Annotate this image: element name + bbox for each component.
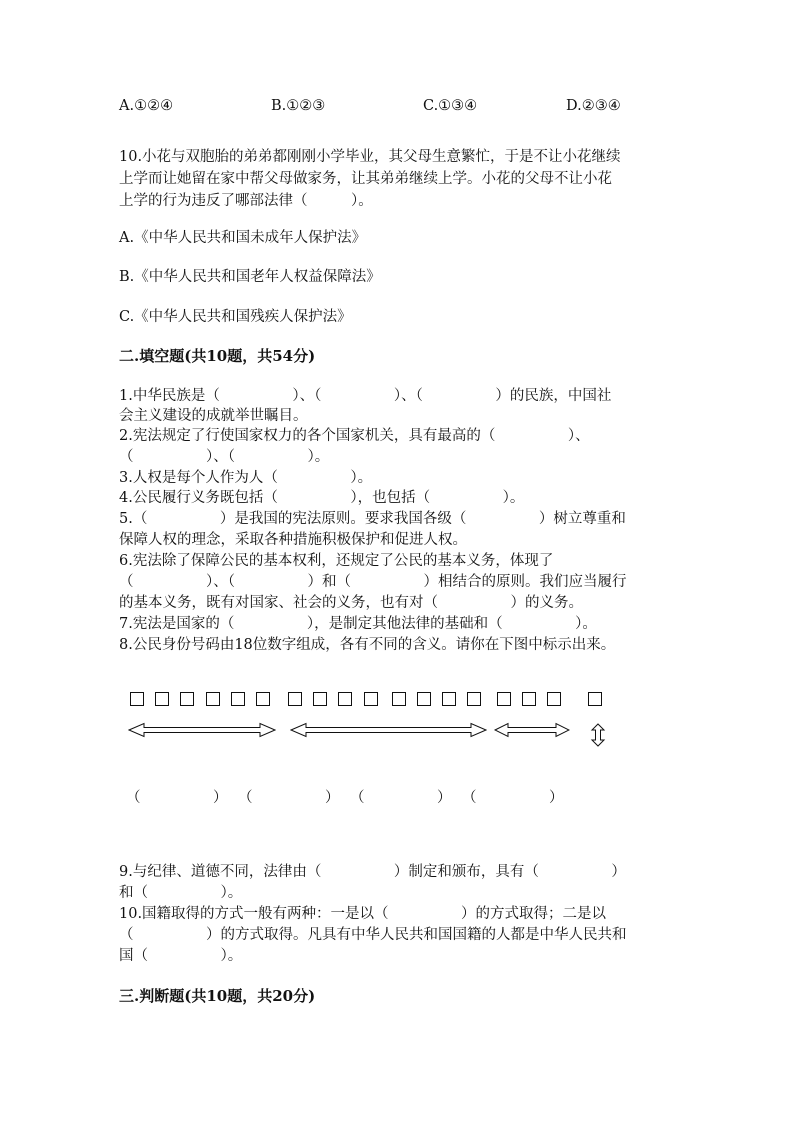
id-digit-box bbox=[467, 692, 481, 706]
double-arrow-icon bbox=[290, 722, 487, 738]
id-digit-box bbox=[256, 692, 270, 706]
id-digit-box bbox=[417, 692, 431, 706]
id-digit-box bbox=[547, 692, 561, 706]
q10-stem-line-2: 上学而让她留在家中帮父母做家务，让其弟弟继续上学。小花的父母不让小花 bbox=[119, 171, 612, 187]
id-digit-box bbox=[313, 692, 327, 706]
q10-option-a: A.《中华人民共和国未成年人保护法》 bbox=[119, 230, 367, 246]
q10-stem-line-3: 上学的行为违反了哪部法律（ ）。 bbox=[119, 193, 373, 209]
double-arrow-icon bbox=[494, 722, 570, 738]
fill-line-10: （ ）、（ ）和（ ）相结合的原则。我们应当履行 bbox=[119, 574, 627, 590]
id-digit-box bbox=[364, 692, 378, 706]
fill-line-2: 会主义建设的成就举世瞩目。 bbox=[119, 408, 308, 424]
id-blank-4: （ ） bbox=[462, 790, 564, 806]
section-3-title: 三.判断题(共10题，共20分) bbox=[119, 987, 316, 1005]
id-digit-box bbox=[497, 692, 511, 706]
q10-option-c: C.《中华人民共和国残疾人保护法》 bbox=[119, 309, 352, 325]
fill-line-18: 国（ ）。 bbox=[119, 948, 243, 964]
fill-line-5: 3.人权是每个人作为人（ ）。 bbox=[119, 470, 373, 486]
id-blank-2: （ ） bbox=[238, 790, 340, 806]
q10-option-b: B.《中华人民共和国老年人权益保障法》 bbox=[119, 269, 381, 285]
double-arrow-icon bbox=[128, 722, 276, 738]
q9-option-a: A.①②④ bbox=[119, 98, 174, 114]
fill-line-3: 2.宪法规定了行使国家权力的各个国家机关，具有最高的（ ）、 bbox=[119, 428, 590, 444]
fill-line-9: 6.宪法除了保障公民的基本权利，还规定了公民的基本义务，体现了 bbox=[119, 553, 554, 569]
fill-line-14: 9.与纪律、道德不同，法律由（ ）制定和颁布，具有（ ） bbox=[119, 864, 626, 880]
q9-option-c: C.①③④ bbox=[423, 98, 478, 114]
up-down-arrow-icon bbox=[590, 723, 606, 747]
fill-line-15: 和（ ）。 bbox=[119, 885, 243, 901]
fill-line-6: 4.公民履行义务既包括（ ），也包括（ ）。 bbox=[119, 490, 525, 506]
id-digit-box bbox=[130, 692, 144, 706]
id-digit-box bbox=[155, 692, 169, 706]
fill-line-16: 10.国籍取得的方式一般有两种：一是以（ ）的方式取得；二是以 bbox=[119, 906, 607, 922]
id-blank-1: （ ） bbox=[126, 790, 228, 806]
q10-stem-line-1: 10.小花与双胞胎的弟弟都刚刚小学毕业，其父母生意繁忙，于是不让小花继续 bbox=[119, 149, 621, 165]
q9-option-b: B.①②③ bbox=[271, 98, 326, 114]
fill-line-17: （ ）的方式取得。凡具有中华人民共和国国籍的人都是中华人民共和 bbox=[119, 927, 627, 943]
fill-line-4: （ ）、（ ）。 bbox=[119, 449, 330, 465]
q9-option-d: D.②③④ bbox=[566, 98, 621, 114]
id-digit-box bbox=[180, 692, 194, 706]
id-digit-box bbox=[288, 692, 302, 706]
id-digit-box bbox=[392, 692, 406, 706]
fill-line-12: 7.宪法是国家的（ ），是制定其他法律的基础和（ ）。 bbox=[119, 616, 597, 632]
id-digit-box bbox=[231, 692, 245, 706]
fill-line-1: 1.中华民族是（ ）、（ ）、（ ）的民族，中国社 bbox=[119, 388, 612, 404]
fill-line-7: 5.（ ）是我国的宪法原则。要求我国各级（ ）树立尊重和 bbox=[119, 511, 626, 527]
fill-line-8: 保障人权的理念，采取各种措施积极保护和促进人权。 bbox=[119, 532, 467, 548]
id-digit-box bbox=[588, 692, 602, 706]
id-digit-box bbox=[522, 692, 536, 706]
fill-line-11: 的基本义务，既有对国家、社会的义务，也有对（ ）的义务。 bbox=[119, 595, 583, 611]
id-digit-box bbox=[442, 692, 456, 706]
id-blank-3: （ ） bbox=[350, 790, 452, 806]
fill-line-13: 8.公民身份号码由18位数字组成，各有不同的含义。请你在下图中标示出来。 bbox=[119, 637, 616, 653]
id-digit-box bbox=[206, 692, 220, 706]
section-2-title: 二.填空题(共10题，共54分) bbox=[119, 347, 316, 365]
id-digit-box bbox=[338, 692, 352, 706]
